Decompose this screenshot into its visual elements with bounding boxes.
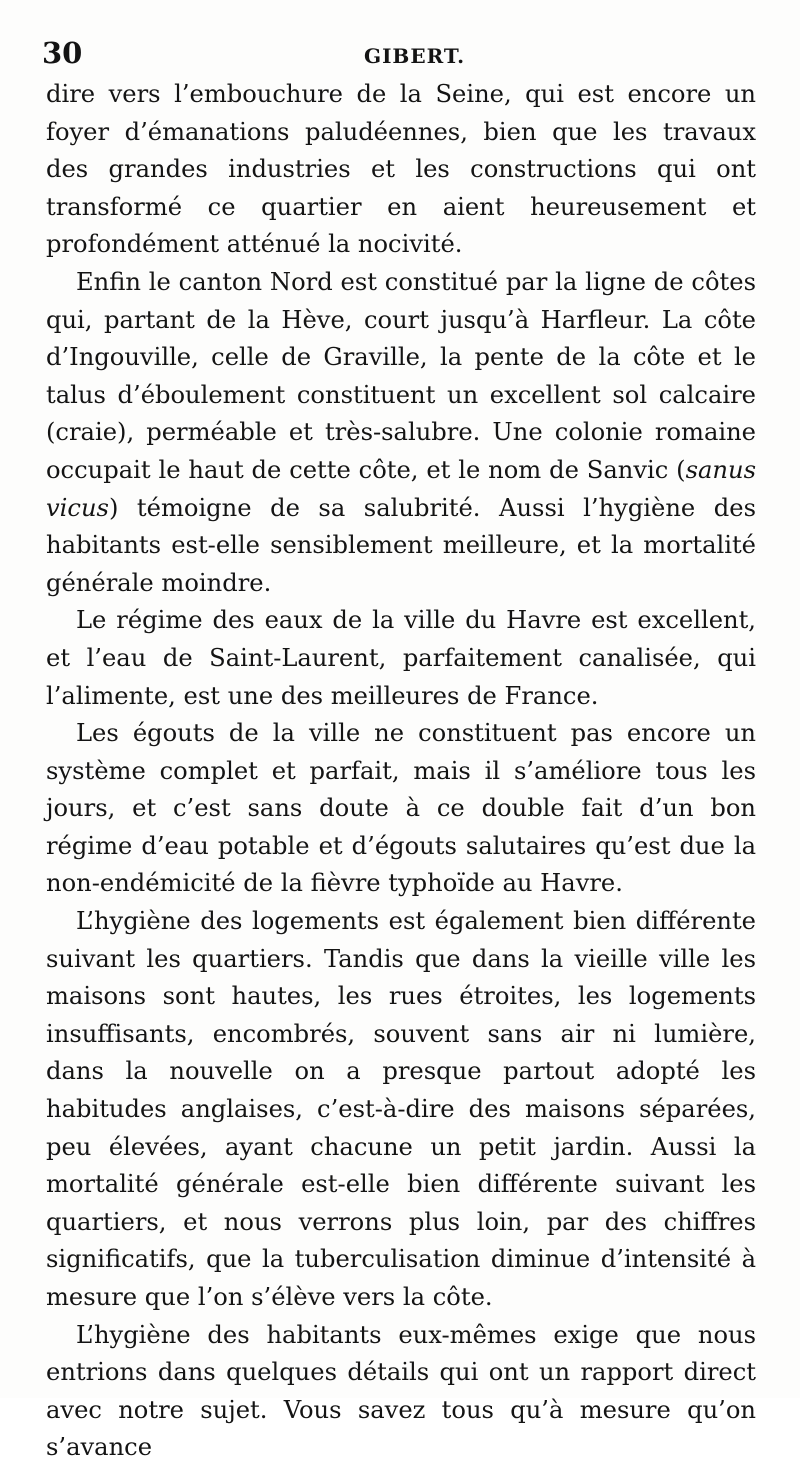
paragraph-6: L’hygiène des habitants eux-mêmes exige que nous entrions dans quelques détails qui ont un rapport direct avec notre sujet. Vous savez tous qu’à mesure qu’on s’avance: [46, 1320, 756, 1462]
body-text: [46, 76, 756, 1467]
paragraph-2: [46, 264, 756, 602]
paragraph-2-text-a: Enfin le canton Nord est constitué par la ligne de côtes qui, partant de la Hève, court jusqu’à Harfleur. La côte d’Ingouville, celle de Graville, la pente de la côte et le talus d’éboulement constituent un excellent sol calcaire (craie), perméable et très-salubre. Une colonie romaine occupait le haut de cette côte, et le nom de Sanvic (: [46, 267, 756, 484]
paragraph-2-text-b: ) témoigne de sa salubrité. Aussi l’hygiène des habitants est-elle sensiblement meilleure, et la mortalité générale moindre.: [46, 493, 756, 597]
paragraph-3: Le régime des eaux de la ville du Havre est excellent, et l’eau de Saint-Laurent, parfaitement canalisée, qui l’alimente, est une des meilleures de France.: [46, 606, 756, 710]
page-number: 30: [42, 36, 83, 70]
paragraph-2-italic-latin: sanus vicus: [46, 455, 756, 522]
page-header: [42, 32, 760, 72]
running-head: GIBERT.: [364, 44, 466, 68]
paragraph-4: Les égouts de la ville ne constituent pas encore un système complet et parfait, mais il s’améliore tous les jours, et c’est sans doute à ce double fait d’un bon régime d’eau potable et d’égouts salutaires qu’est due la non-endémicité de la fièvre typhoïde au Havre.: [46, 719, 756, 898]
paragraph-1: dire vers l’embouchure de la Seine, qui est encore un foyer d’émanations paludéennes, bien que les travaux des grandes industries et les constructions qui ont transformé ce quartier en aient heureusement et profondément atténué la nocivité.: [46, 80, 756, 259]
paragraph-5: L’hygiène des logements est également bien différente suivant les quartiers. Tandis que dans la vieille ville les maisons sont hautes, les rues étroites, les logements insuffisants, encombrés, souvent sans air ni lumière, dans la nouvelle on a presque partout adopté les habitudes anglaises, c’est-à-dire des maisons séparées, peu élevées, ayant chacune un petit jardin. Aussi la mortalité générale est-elle bien différente suivant les quartiers, et nous verrons plus loin, par des chiffres significatifs, que la tuberculisation diminue d’intensité à mesure que l’on s’élève vers la côte.: [46, 907, 756, 1311]
